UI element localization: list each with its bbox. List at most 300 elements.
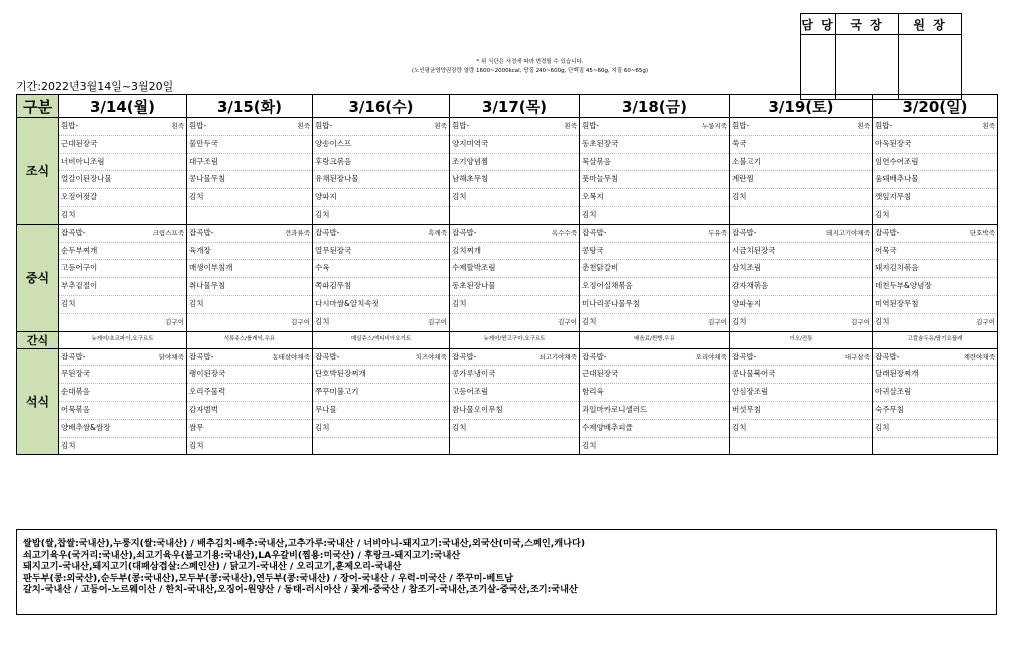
menu-item xyxy=(450,296,579,314)
menu-item xyxy=(580,154,729,172)
menu-item xyxy=(730,207,872,224)
menu-item-text: 매생이부침개 xyxy=(189,263,233,273)
menu-item xyxy=(59,366,186,384)
menu-item xyxy=(59,243,186,261)
menu-item-text: 후랑크볶음 xyxy=(315,156,352,166)
breakfast-cell xyxy=(450,118,580,225)
menu-item xyxy=(730,278,872,296)
menu-item-text: 양배추쌈&쌈장 xyxy=(61,422,111,432)
menu-item xyxy=(313,366,449,384)
menu-item-text: 고등어조림 xyxy=(452,387,489,397)
menu-item xyxy=(730,118,872,136)
menu-item-text: 안심장조림 xyxy=(732,387,769,397)
menu-item xyxy=(313,402,449,420)
menu-item xyxy=(59,118,186,136)
menu-item-text: 유채된장나물 xyxy=(315,174,359,184)
menu-item xyxy=(59,189,186,207)
menu-item-text: 순대볶음 xyxy=(61,387,90,397)
menu-item xyxy=(187,136,312,154)
origin-line: 쌀밥(쌀,찹쌀:국내산),누룽지(쌀:국내산) / 배추김치-배추:국내산,고추가루:국내산 / 너비아니-돼지고기:국내산,외국산(미국,스페인,캐나다) xyxy=(23,538,586,549)
menu-item-porridge: 김구이 xyxy=(428,317,447,326)
menu-item-text: 조기양념찜 xyxy=(452,156,489,166)
lunch-label: 중식 xyxy=(17,224,59,331)
menu-item xyxy=(730,171,872,189)
menu-item xyxy=(187,207,312,224)
menu-item xyxy=(580,189,729,207)
menu-item-text: 남해초무침 xyxy=(452,174,489,184)
dinner-cell xyxy=(873,348,998,455)
menu-item xyxy=(580,296,729,314)
notice-line2: (노인평균영양권장량 열량 1600~2000kcal, 당질 240~600g, 단백질 45~60g, 지질 60~65g) xyxy=(411,68,649,74)
menu-item xyxy=(59,260,186,278)
menu-item-text: 김치 xyxy=(189,192,204,202)
menu-item-text: 수제할박조림 xyxy=(452,263,496,273)
menu-item xyxy=(313,118,449,136)
menu-item xyxy=(730,243,872,261)
menu-item-porridge: 오리야채죽 xyxy=(695,352,727,361)
menu-item-text: 오복지 xyxy=(582,192,604,202)
menu-item xyxy=(580,207,729,224)
approval-sign-head xyxy=(899,35,962,100)
dinner-cell xyxy=(730,348,873,455)
breakfast-cell xyxy=(59,118,187,225)
menu-item xyxy=(873,278,997,296)
period-label: 기간:2022년3월14일~3월20일 xyxy=(16,80,174,93)
menu-item xyxy=(187,154,312,172)
menu-item-text: 잡곡밥- xyxy=(452,351,477,361)
menu-item-text: 부추겉절이 xyxy=(61,281,98,291)
lunch-row xyxy=(17,224,998,331)
menu-item-text: 감자범벅 xyxy=(189,404,218,414)
menu-item xyxy=(59,154,186,172)
header-day: 3/19(토) xyxy=(730,95,873,118)
approval-label-director: 국 장 xyxy=(836,14,899,35)
menu-item xyxy=(580,118,729,136)
menu-item xyxy=(59,420,186,438)
menu-item-text: 콩나물북어국 xyxy=(732,369,776,379)
menu-item xyxy=(450,366,579,384)
menu-item xyxy=(580,314,729,331)
lunch-cell xyxy=(59,224,187,331)
menu-item-text: 춘천닭갈비 xyxy=(582,263,619,273)
menu-item-text: 팽이된장국 xyxy=(189,369,226,379)
menu-table xyxy=(16,94,998,455)
menu-item-text: 콩나물무침 xyxy=(189,174,226,184)
menu-item xyxy=(313,349,449,367)
dinner-cell xyxy=(187,348,313,455)
menu-item xyxy=(450,402,579,420)
menu-item xyxy=(873,296,997,314)
menu-item xyxy=(580,366,729,384)
menu-item-porridge: 옥수수죽 xyxy=(551,228,577,237)
menu-item xyxy=(450,438,579,455)
menu-item xyxy=(59,438,186,455)
menu-item-text: 육개장 xyxy=(189,245,211,255)
menu-item xyxy=(873,349,997,367)
menu-item-text: 계란찜 xyxy=(732,174,754,184)
menu-item-text: 김치 xyxy=(732,422,747,432)
menu-item-text: 김치 xyxy=(875,422,890,432)
menu-item-porridge: 닭야채죽 xyxy=(158,352,184,361)
menu-item-text: 고등어구이 xyxy=(61,263,98,273)
menu-item xyxy=(730,366,872,384)
menu-item xyxy=(450,349,579,367)
menu-item-text: 아욱된장국 xyxy=(875,138,912,148)
menu-item-text: 콩가루냉이국 xyxy=(452,369,496,379)
approval-sign-director xyxy=(836,35,899,100)
menu-item xyxy=(59,349,186,367)
origin-line: 돼지고기-국내산,돼지고기(대패삼겹살:스페인산) / 닭고기-국내산 / 오리고기,훈제오리-국내산 xyxy=(23,561,402,572)
menu-item xyxy=(873,402,997,420)
menu-item-text: 아귀살조림 xyxy=(875,387,912,397)
menu-item-text: 오징어젓갈 xyxy=(61,192,98,202)
menu-item xyxy=(450,225,579,243)
menu-item-text: 물만두국 xyxy=(189,138,218,148)
menu-item-text: 콩탕국 xyxy=(582,245,604,255)
menu-item-text: 김치 xyxy=(315,316,330,326)
menu-item xyxy=(187,243,312,261)
menu-item-text: 풋마늘무침 xyxy=(582,174,619,184)
menu-item xyxy=(59,207,186,224)
menu-item xyxy=(187,349,312,367)
header-day: 3/15(화) xyxy=(187,95,313,118)
menu-item-text: 참나물오이무침 xyxy=(452,404,503,414)
menu-item-text: 잡곡밥- xyxy=(189,351,214,361)
snack-cell: 석류쥬스/롤케익,우유 xyxy=(187,331,313,348)
lunch-cell xyxy=(580,224,730,331)
menu-item xyxy=(580,243,729,261)
snack-label: 간식 xyxy=(17,331,59,348)
menu-item xyxy=(313,314,449,331)
menu-item-porridge: 흰죽 xyxy=(982,122,995,130)
menu-item-text: 김치 xyxy=(875,209,890,219)
header-day: 3/14(월) xyxy=(59,95,187,118)
menu-item-porridge: 흑깨죽 xyxy=(428,228,447,237)
menu-item xyxy=(730,349,872,367)
notice xyxy=(300,58,760,76)
menu-item-text: 묵살볶음 xyxy=(582,156,611,166)
menu-item-text: 흰밥- xyxy=(582,121,600,130)
menu-item-porridge: 돼지고기야채죽 xyxy=(826,228,870,237)
menu-item-text: 양송이스프 xyxy=(315,138,352,148)
header-day: 3/20(일) xyxy=(873,95,998,118)
menu-item-text: 시금치된장국 xyxy=(732,245,776,255)
menu-item-porridge: 크림스프죽 xyxy=(152,228,184,237)
menu-item xyxy=(313,278,449,296)
menu-item xyxy=(873,243,997,261)
menu-item-text: 흰밥- xyxy=(452,121,470,130)
menu-item-text: 어묵국 xyxy=(875,245,897,255)
menu-item xyxy=(730,420,872,438)
menu-item xyxy=(313,243,449,261)
snack-cell: 뉴케어/찐고구마,요구르트 xyxy=(450,331,580,348)
menu-item-text: 동초된장나물 xyxy=(452,281,496,291)
menu-item xyxy=(873,420,997,438)
menu-item-text: 김치 xyxy=(732,316,747,326)
menu-item-text: 흰밥- xyxy=(189,121,207,130)
menu-item-text: 잡곡밥- xyxy=(875,351,900,361)
header-gubun: 구분 xyxy=(17,95,59,118)
menu-item xyxy=(313,171,449,189)
menu-item xyxy=(873,384,997,402)
menu-item-text: 양파지 xyxy=(315,192,337,202)
menu-item-text: 쑥국 xyxy=(732,138,747,148)
menu-item-text: 잡곡밥- xyxy=(582,227,607,237)
lunch-cell xyxy=(450,224,580,331)
menu-item xyxy=(187,278,312,296)
menu-item-porridge: 대구살죽 xyxy=(844,352,870,361)
dinner-cell xyxy=(313,348,450,455)
menu-item xyxy=(873,366,997,384)
origin-line: 판두부(콩:외국산),순두부(콩:국내산),모두부(콩:국내산),연두부(콩:국내산) / 장어-국내산 / 우럭-미국산 / 쭈꾸미-베트남 xyxy=(23,572,513,584)
menu-item-porridge: 김구이 xyxy=(976,317,995,326)
menu-item xyxy=(59,402,186,420)
header-row xyxy=(17,95,998,118)
menu-item xyxy=(450,118,579,136)
menu-item xyxy=(450,384,579,402)
menu-item-porridge: 흰죽 xyxy=(297,122,310,130)
menu-item xyxy=(873,136,997,154)
menu-item-text: 너비아니조림 xyxy=(61,156,105,166)
menu-item xyxy=(313,438,449,455)
menu-item-text: 흰밥- xyxy=(61,121,79,130)
menu-item xyxy=(313,225,449,243)
menu-item xyxy=(580,402,729,420)
menu-item xyxy=(450,154,579,172)
menu-item xyxy=(313,384,449,402)
menu-item-text: 김치 xyxy=(582,209,597,219)
menu-item xyxy=(187,296,312,314)
menu-item-text: 잡곡밥- xyxy=(452,227,477,237)
menu-item-text: 잡곡밥- xyxy=(61,351,86,361)
menu-item-text: 쌈무 xyxy=(189,422,204,432)
menu-item xyxy=(187,260,312,278)
menu-item xyxy=(59,296,186,314)
dinner-cell xyxy=(580,348,730,455)
menu-item-text: 감자채볶음 xyxy=(732,281,769,291)
menu-item xyxy=(873,118,997,136)
menu-item-text: 돼지김치볶음 xyxy=(875,263,919,273)
lunch-cell xyxy=(187,224,313,331)
menu-item xyxy=(187,438,312,455)
menu-item xyxy=(730,225,872,243)
menu-item-text: 근대된장국 xyxy=(61,138,98,148)
menu-item xyxy=(59,171,186,189)
snack-row xyxy=(17,331,998,348)
menu-item xyxy=(450,171,579,189)
menu-item-porridge: 동태살야채죽 xyxy=(272,352,310,361)
menu-item xyxy=(187,366,312,384)
menu-item-text: 김치 xyxy=(61,209,76,219)
menu-item-text: 임연수어조림 xyxy=(875,156,919,166)
menu-item-text: 잡곡밥- xyxy=(189,227,214,237)
menu-item-text: 양지미역국 xyxy=(452,138,489,148)
menu-item-porridge: 쇠고기야채죽 xyxy=(539,352,577,361)
menu-item xyxy=(730,260,872,278)
lunch-cell xyxy=(873,224,998,331)
menu-item xyxy=(580,349,729,367)
menu-item xyxy=(187,420,312,438)
menu-item-text: 김치 xyxy=(189,298,204,308)
menu-item-porridge: 김구이 xyxy=(165,317,184,326)
menu-item xyxy=(730,154,872,172)
snack-cell: 고칼슘두유/딸기요플레 xyxy=(873,331,998,348)
menu-item-text: 과일마카로니샐러드 xyxy=(582,404,648,414)
dinner-label: 석식 xyxy=(17,348,59,455)
menu-item xyxy=(313,154,449,172)
header-day: 3/16(수) xyxy=(313,95,450,118)
menu-item-text: 함리육 xyxy=(582,387,604,397)
menu-item xyxy=(187,402,312,420)
menu-item-text: 잡곡밥- xyxy=(732,351,757,361)
menu-item-text: 쪽파김무침 xyxy=(315,281,352,291)
menu-item xyxy=(450,189,579,207)
menu-item-text: 미나리콩나물무침 xyxy=(582,298,640,308)
notice-line1: * 위 식단은 사정에 따라 변경될 수 있습니다. xyxy=(476,59,584,65)
snack-cell: 매실쥬스/엑티비아요거트 xyxy=(313,331,450,348)
menu-item-text: 동초된장국 xyxy=(582,138,619,148)
menu-item-text: 어묵볶음 xyxy=(61,404,90,414)
snack-cell: 뉴케어/초코파이,요구르트 xyxy=(59,331,187,348)
menu-item-text: 잡곡밥- xyxy=(582,351,607,361)
menu-item xyxy=(313,420,449,438)
dinner-cell xyxy=(450,348,580,455)
menu-item xyxy=(450,278,579,296)
dinner-cell xyxy=(59,348,187,455)
origin-info xyxy=(16,529,997,615)
menu-item-text: 김치찌개 xyxy=(452,245,481,255)
breakfast-row xyxy=(17,118,998,225)
menu-item-text: 오리주물럭 xyxy=(189,387,226,397)
origin-line: 쇠고기육우(국거리:국내산),쇠고기육우(불고기용:국내산),LA우갈비(찜용:미국산) / 후랑크-돼지고기:국내산 xyxy=(23,549,461,561)
menu-item xyxy=(580,384,729,402)
menu-item xyxy=(873,260,997,278)
menu-item-porridge: 흰죽 xyxy=(857,122,870,130)
menu-item-text: 버섯무침 xyxy=(732,404,761,414)
menu-item xyxy=(187,314,312,331)
menu-item xyxy=(450,207,579,224)
menu-item-text: 잡곡밥- xyxy=(315,227,340,237)
menu-item-text: 무나물 xyxy=(315,404,337,414)
lunch-cell xyxy=(730,224,873,331)
menu-item xyxy=(450,314,579,331)
menu-item xyxy=(187,171,312,189)
menu-item-text: 김치 xyxy=(875,316,890,326)
breakfast-label: 조식 xyxy=(17,118,59,225)
menu-item-porridge: 견과류죽 xyxy=(284,228,310,237)
menu-item xyxy=(59,136,186,154)
menu-item xyxy=(580,420,729,438)
menu-item-text: 김치 xyxy=(61,298,76,308)
menu-item-text: 열무된장국 xyxy=(315,245,352,255)
menu-item-porridge: 김구이 xyxy=(708,317,727,326)
menu-item xyxy=(730,314,872,331)
menu-item-text: 대구조림 xyxy=(189,156,218,166)
approval-sign-manager xyxy=(801,35,836,100)
menu-item-text: 소불고기 xyxy=(732,156,761,166)
menu-item-text: 김치 xyxy=(452,192,467,202)
menu-item xyxy=(59,314,186,331)
menu-item-porridge: 흰죽 xyxy=(434,122,447,130)
menu-item-text: 잡곡밥- xyxy=(61,227,86,237)
menu-item-text: 김치 xyxy=(732,192,747,202)
menu-item xyxy=(873,207,997,224)
menu-item xyxy=(450,260,579,278)
menu-item xyxy=(730,402,872,420)
menu-item-text: 흰밥- xyxy=(875,121,893,130)
menu-item xyxy=(730,136,872,154)
menu-item xyxy=(580,136,729,154)
menu-item xyxy=(313,189,449,207)
menu-item-porridge: 치즈야채죽 xyxy=(415,352,447,361)
menu-item-porridge: 흰죽 xyxy=(171,122,184,130)
menu-item-text: 취나물무침 xyxy=(189,281,226,291)
breakfast-cell xyxy=(730,118,873,225)
menu-item-text: 오징어실채볶음 xyxy=(582,281,633,291)
menu-item-text: 잡곡밥- xyxy=(732,227,757,237)
menu-item xyxy=(187,384,312,402)
snack-cell: 배음료/찐빵,우유 xyxy=(580,331,730,348)
menu-item-porridge: 김구이 xyxy=(851,317,870,326)
menu-item xyxy=(580,278,729,296)
breakfast-cell xyxy=(313,118,450,225)
menu-item xyxy=(187,189,312,207)
menu-item xyxy=(187,225,312,243)
menu-item-text: 김치 xyxy=(582,316,597,326)
menu-item-text: 김치 xyxy=(452,422,467,432)
menu-item-porridge: 김구이 xyxy=(291,317,310,326)
menu-item-text: 달래된장찌개 xyxy=(875,369,919,379)
menu-item xyxy=(730,189,872,207)
dinner-row xyxy=(17,348,998,455)
menu-item xyxy=(59,225,186,243)
menu-item-text: 김치 xyxy=(189,440,204,450)
menu-item-text: 얼갈이된장나물 xyxy=(61,174,112,184)
menu-item xyxy=(59,384,186,402)
menu-item xyxy=(580,225,729,243)
breakfast-cell xyxy=(873,118,998,225)
menu-item-porridge: 단호박죽 xyxy=(969,228,995,237)
menu-item xyxy=(450,420,579,438)
menu-item-text: 김치 xyxy=(315,209,330,219)
menu-item-text: 깻잎지무침 xyxy=(875,192,912,202)
approval-box xyxy=(800,13,962,100)
menu-item-text: 양파놓지 xyxy=(732,298,761,308)
menu-item-text: 김치 xyxy=(315,422,330,432)
menu-item xyxy=(873,225,997,243)
menu-item-porridge: 김구이 xyxy=(558,317,577,326)
menu-item xyxy=(873,189,997,207)
menu-item-text: 수육 xyxy=(315,263,330,273)
menu-item xyxy=(873,171,997,189)
menu-item-text: 무된장국 xyxy=(61,369,90,379)
menu-item xyxy=(873,438,997,455)
menu-item xyxy=(873,314,997,331)
menu-item-text: 숙주무침 xyxy=(875,404,904,414)
menu-item xyxy=(450,243,579,261)
menu-item-text: 잡곡밥- xyxy=(315,351,340,361)
menu-item-text: 미역된장무침 xyxy=(875,298,919,308)
menu-item-porridge: 두유죽 xyxy=(708,228,727,237)
lunch-cell xyxy=(313,224,450,331)
menu-item-text: 다시마쌈&알치속젓 xyxy=(315,298,379,308)
menu-item xyxy=(730,296,872,314)
menu-item xyxy=(730,438,872,455)
menu-item-text: 잡곡밥- xyxy=(875,227,900,237)
menu-item-porridge: 누룽지죽 xyxy=(701,122,727,130)
menu-item-text: 쭈꾸미불고기 xyxy=(315,387,359,397)
menu-item xyxy=(580,260,729,278)
